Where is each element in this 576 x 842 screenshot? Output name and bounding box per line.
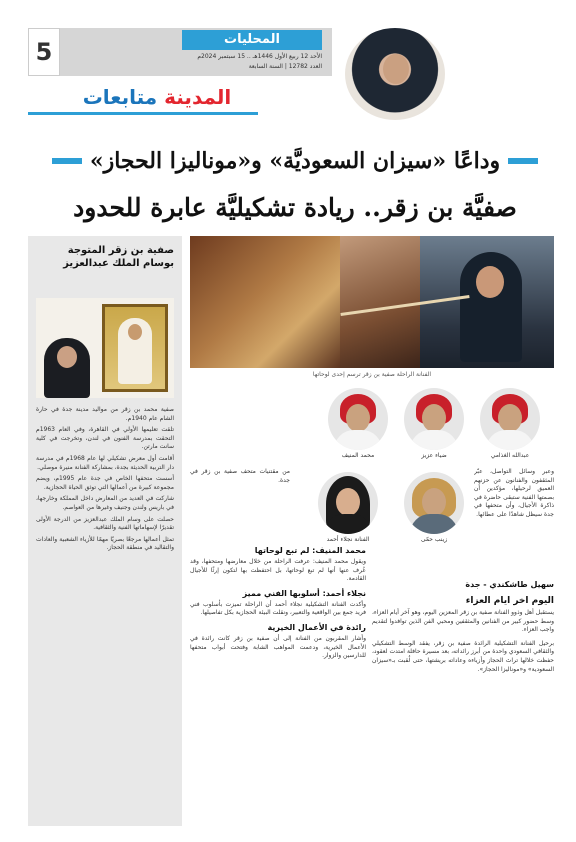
painting-figure-face <box>128 324 142 340</box>
sidebar-body <box>36 406 174 820</box>
kicker-row <box>36 140 554 182</box>
brand-main: المدينة <box>164 85 232 109</box>
mid-top-block <box>190 468 290 528</box>
main-photo-caption: الفنانة الراحلة صفية بن زقر ترسم إحدى لوحاتها <box>312 371 432 378</box>
portrait-body <box>410 514 458 534</box>
portrait-name: الفنانة نجلاء أحمد <box>326 536 370 543</box>
kicker: وداعًا «سيزان السعوديَّة» و«موناليزا الحجاز» <box>89 148 501 174</box>
portrait-name: عبدالله الغذامي <box>490 452 530 459</box>
portrait-face <box>422 488 446 516</box>
middle-column <box>190 546 366 826</box>
bio-item: أقامت أول معرض تشكيلي لها عام 1968م في مدرسة دار التربية الحديثة بجدة، بمشاركة الفنانة منيرة موصلي. <box>36 454 174 471</box>
najla-heading: نجلاء أحمد: أسلوبها الفني مميز <box>242 588 366 598</box>
byline-block <box>474 386 554 466</box>
portrait-body <box>334 430 382 450</box>
portrait-name: زينب حمّى <box>420 536 448 543</box>
portrait-face <box>422 404 446 432</box>
painting-middle <box>340 236 420 368</box>
byline-row <box>372 580 554 594</box>
bio-item: حصلت على وسام الملك عبدالعزيز من الدرجة الأولى تقديرًا لإسهاماتها الفنية والثقافية. <box>36 515 174 532</box>
kicker-bar-right <box>508 158 538 164</box>
headline: صفيَّة بن زقر.. ريادة تشكيليَّة عابرة للحدود <box>73 193 517 222</box>
munif-heading: محمد المنيف: لم تبع لوحاتها <box>254 546 366 555</box>
header-portrait <box>345 28 445 120</box>
najla-text: وأكدت الفنانة التشكيلية نجلاء أحمد أن الراحلة تميزت بأسلوب فني فريد جمع بين الواقعية والتعبير، ونقلت البيئة الحجازية بكل تفاصيلها. <box>190 600 366 617</box>
right-column-upper <box>474 468 554 588</box>
painting-left <box>190 236 340 368</box>
portrait-body <box>410 430 458 450</box>
section-title: المحليات <box>182 30 322 50</box>
right-upper-text: وعبر وسائل التواصل، عبّر المثقفون والفنانون عن حزنهم العميق لرحيلها، مؤكدين أن بصمتها الفنية ستبقى حاضرة في ذاكرة الأجيال، وأن متحفها في جدة سيظل شاهدًا على عطائها. <box>474 468 554 518</box>
brand-logo <box>72 82 242 112</box>
portrait-hammi <box>404 472 464 534</box>
charity-heading: رائدة في الأعمال الخيرية <box>267 622 366 632</box>
charity-text: وأشار المقربون من الفنانة إلى أن صفية بن زقر كانت رائدة في الأعمال الخيرية، ودعمت المواهب الشابة وفتحت أبواب متحفها للدارسين والزوار. <box>190 634 366 660</box>
bio-item: شاركت في العديد من المعارض داخل المملكة وخارجها، في باريس ولندن وجنيف وغيرها من العواصم. <box>36 495 174 511</box>
sidebar-title: صفية بن زقر المتوجة بوسام الملك عبدالعزيز <box>63 245 174 269</box>
brand-underline <box>28 112 258 115</box>
munif-text: ويقول محمد المنيف: عرفت الراحلة من خلال معارضها ومتحفها، وقد عُرف عنها أنها لم تبع لوحاتها، بل احتفظت بها لتكون إرثًا للأجيال القادمة. <box>190 558 366 583</box>
bio-item: تمثل أعمالها مرجعًا بصريًا مهمًا للأزياء الشعبية والعادات والتقاليد في منطقة الحجاز. <box>36 535 174 552</box>
condolence-text: يستقبل أهل وذوو الفنانة صفية بن زقر المعزين اليوم، وهو آخر أيام العزاء، وسط حضور كبير من الفنانين والمثقفين ومحبي الفن الذين توافدوا لتقديم واجب العزاء. <box>372 609 554 634</box>
kicker-bar-left <box>52 158 82 164</box>
mid-top-text: من مقتنيات متحف صفية بن زقر في جدة. <box>190 468 290 484</box>
section-header <box>60 28 332 76</box>
portrait-face <box>346 404 370 432</box>
page-number: 5 <box>28 28 60 76</box>
main-photo <box>190 236 554 368</box>
header-portrait-face <box>383 54 409 84</box>
painter-face <box>476 266 504 298</box>
portrait-aziz <box>404 388 464 450</box>
bio-sidebar <box>28 236 182 826</box>
date-line: الأحد 12 ربيع الأول 1446هـ .. 15 سبتمبر 2024م <box>197 53 322 60</box>
brand-sub: متابعات <box>82 85 158 109</box>
byline: سهيل طاشكندي - جدة <box>465 580 554 589</box>
portrait-najla <box>318 472 378 534</box>
portrait-name: محمد المنيف <box>341 452 375 459</box>
portrait-name: ضياء عزيز <box>421 452 447 459</box>
issue-line: العدد 12782 | السنة السابعة <box>248 63 322 70</box>
right-column-lower <box>372 596 554 826</box>
portrait-face <box>336 488 360 516</box>
right-lower-text: برحيل الفنانة التشكيلية الرائدة صفية بن زقر، يفقد الوسط التشكيلي والثقافي السعودي واحدة من أبرز رائداته، بعد مسيرة حافلة امتدت لعقود، حفظت خلالها تراث الحجاز وأزياءه وعاداته بريشتها، حتى لُقبت بـ«سيزان السعودية» و«موناليزا الحجاز». <box>372 639 554 673</box>
artist-face <box>57 346 77 368</box>
portrait-munif <box>328 388 388 450</box>
condolence-heading: اليوم آخر أيام العزاء <box>465 596 554 606</box>
bio-item: تلقت تعليمها الأولي في القاهرة، وفي العام 1963م التحقت بمدرسة الفنون في لندن، وتخرجت في كلية سانت مارتن. <box>36 426 174 451</box>
bio-item: أسست متحفها الخاص في جدة عام 1995م، ويضم مجموعة كبيرة من أعمالها التي توثق الحياة الحجازية. <box>36 475 174 491</box>
sidebar-photo <box>36 298 174 398</box>
bio-item: صفية محمد بن زقر من مواليد مدينة جدة في حارة الشام عام 1940م. <box>36 406 174 422</box>
